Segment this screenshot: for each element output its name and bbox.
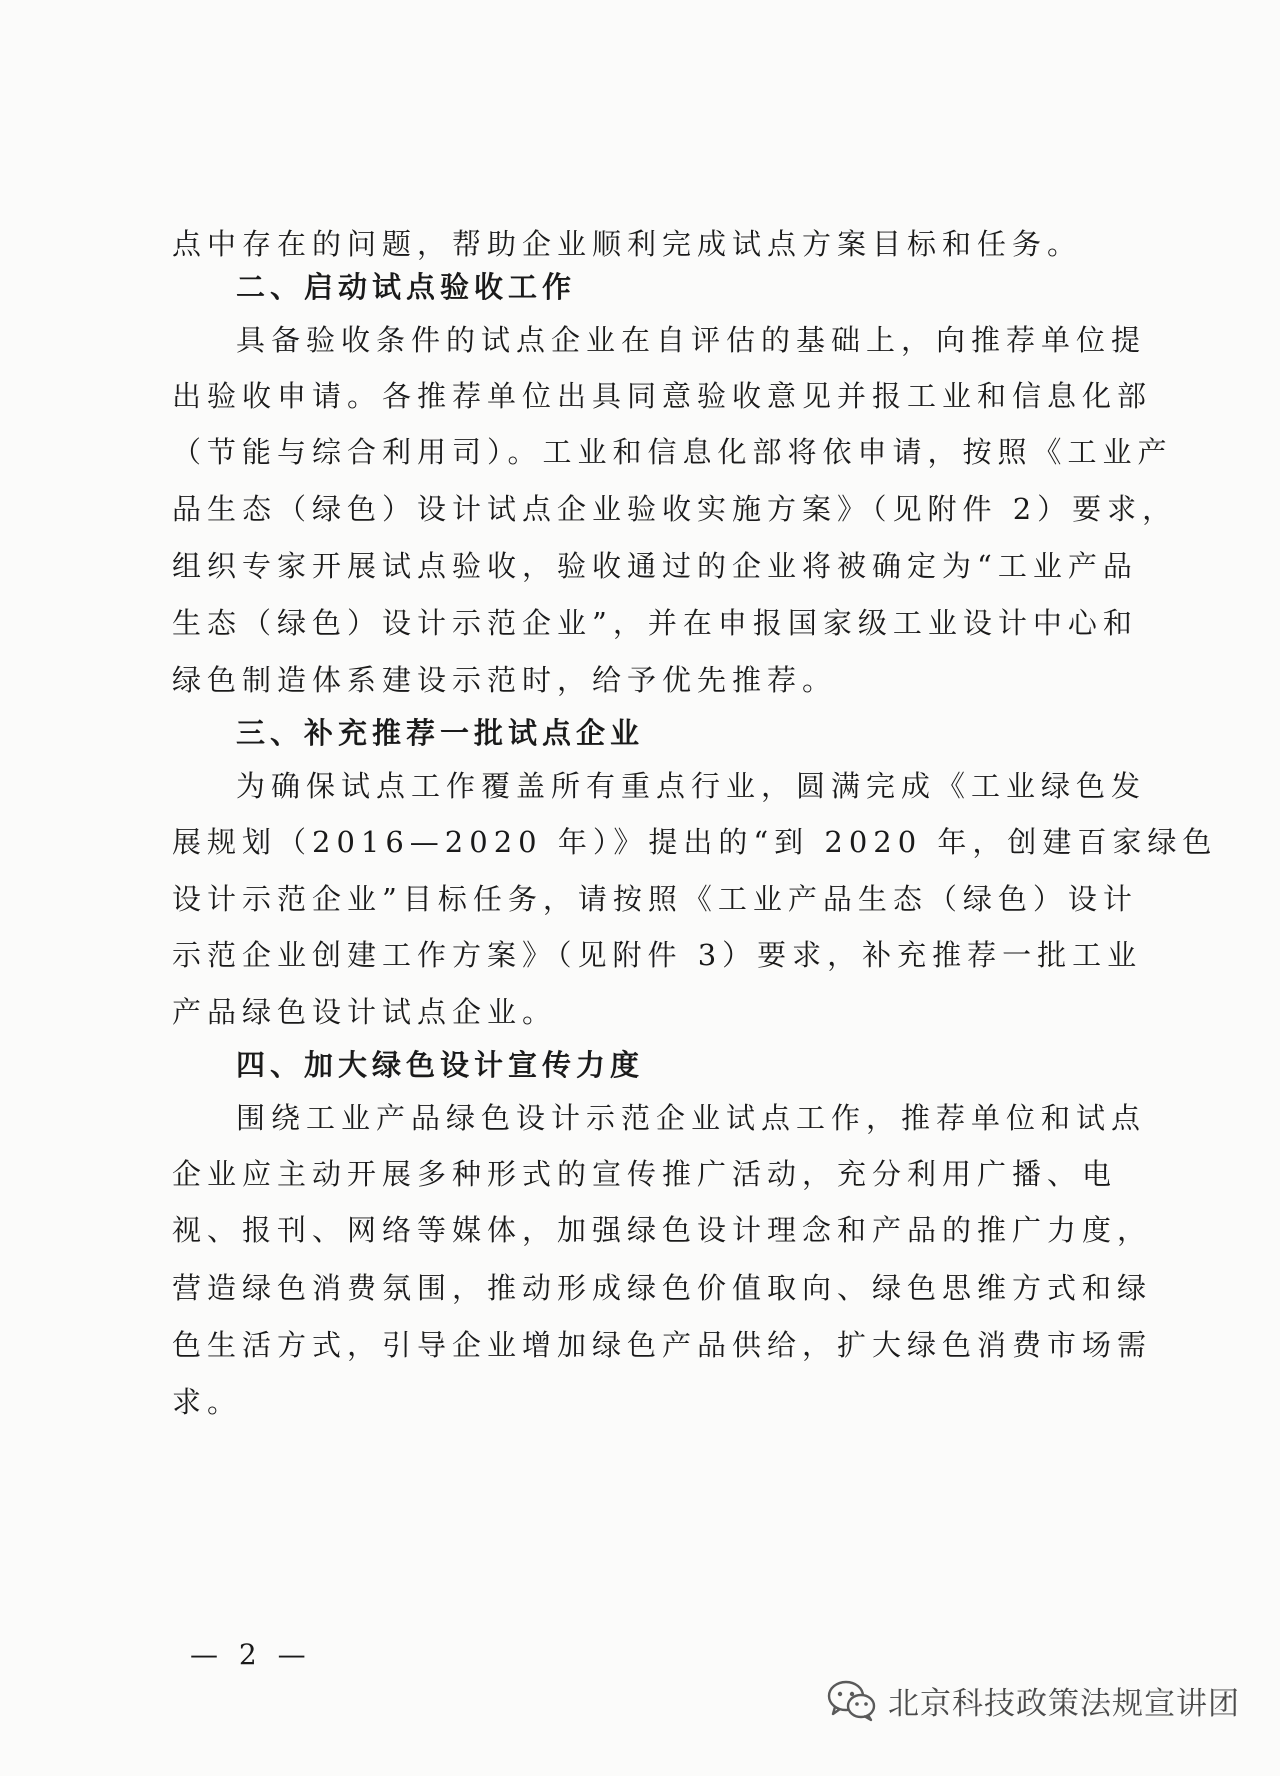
section-heading-2: 二、启动试点验收工作 [236, 270, 577, 304]
text-line: 组织专家开展试点验收，验收通过的企业将被确定为“工业产品 [172, 549, 1138, 583]
text-line: 产品绿色设计试点企业。 [172, 995, 558, 1029]
text-line: 示范企业创建工作方案》（见附件 3）要求，补充推荐一批工业 [172, 938, 1143, 972]
text-line: 为确保试点工作覆盖所有重点行业，圆满完成《工业绿色发 [236, 769, 1147, 803]
text-line: 色生活方式，引导企业增加绿色产品供给，扩大绿色消费市场需 [172, 1328, 1153, 1362]
watermark-text: 北京科技政策法规宣讲团 [888, 1686, 1240, 1722]
text-line: 求。 [172, 1385, 243, 1419]
text-line: 企业应主动开展多种形式的宣传推广活动，充分利用广播、电 [172, 1157, 1118, 1191]
section-heading-4: 四、加大绿色设计宣传力度 [236, 1048, 645, 1082]
text-line: 生态（绿色）设计示范企业”，并在申报国家级工业设计中心和 [172, 606, 1138, 640]
page-number: — 2 — [190, 1638, 312, 1671]
text-line: 营造绿色消费氛围，推动形成绿色价值取向、绿色思维方式和绿 [172, 1271, 1153, 1305]
text-line: 品生态（绿色）设计试点企业验收实施方案》（见附件 2）要求， [172, 492, 1178, 526]
text-line: 绿色制造体系建设示范时，给予优先推荐。 [172, 663, 838, 697]
wechat-icon [826, 1679, 878, 1723]
text-line: 围绕工业产品绿色设计示范企业试点工作，推荐单位和试点 [236, 1101, 1147, 1135]
text-line: 点中存在的问题，帮助企业顺利完成试点方案目标和任务。 [172, 227, 1083, 261]
watermark [826, 1678, 1240, 1723]
text-line: 设计示范企业”目标任务，请按照《工业产品生态（绿色）设计 [172, 882, 1138, 916]
section-heading-3: 三、补充推荐一批试点企业 [236, 716, 645, 750]
text-line: 出验收申请。各推荐单位出具同意验收意见并报工业和信息化部 [172, 379, 1153, 413]
text-line: （节能与综合利用司）。工业和信息化部将依申请，按照《工业产 [172, 435, 1173, 469]
text-line: 视、报刊、网络等媒体，加强绿色设计理念和产品的推广力度， [172, 1213, 1153, 1247]
text-line: 具备验收条件的试点企业在自评估的基础上，向推荐单位提 [236, 323, 1147, 357]
text-line: 展规划（2016—2020 年）》提出的“到 2020 年，创建百家绿色 [172, 825, 1218, 859]
